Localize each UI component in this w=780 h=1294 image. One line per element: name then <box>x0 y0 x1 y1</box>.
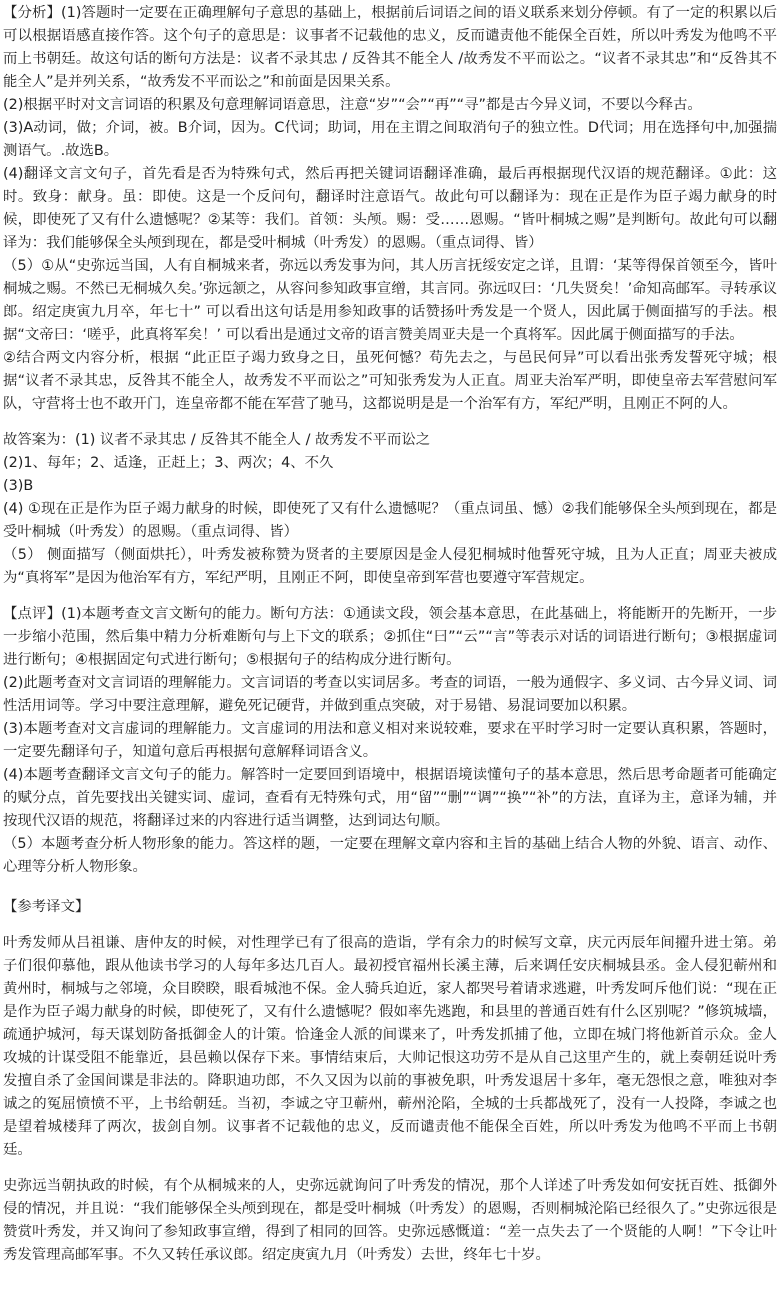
analysis-paragraph: 【分析】(1)答题时一定要在正确理解句子意思的基础上，根据前后词语之间的语义联系来划分停顿。有了一定的积累以后可以根据语感直接作答。这个句子的意思是：议事者不记载他的忠义，反而谴责他不能保全百姓，所以叶秀发为他鸣不平而上书朝廷。故这句话的断句方法是：议者不录其忠 / 反咎其不能全人 /故秀发不平而讼之。“议者不录其忠”和“反咎其不能全人”是并列关系，“故秀发不平而讼之”和前面是因果关系。 <box>3 5 777 90</box>
analysis-paragraph: (3)A动词，做；介词，被。B介词，因为。C代词；助词，用在主谓之间取消句子的独立性。D代词；用在选择句中,加强揣测语气。.故选B。 <box>3 120 777 159</box>
comment-paragraph: (3)本题考查对文言虚词的理解能力。文言虚词的用法和意义相对来说较难，要求在平时学习时一定要认真积累，答题时，一定要先翻译句子，知道句意后再根据句意解释词语含义。 <box>3 721 777 760</box>
answer-line: 故答案为：(1) 议者不录其忠 / 反咎其不能全人 / 故秀发不平而讼之 <box>3 432 431 448</box>
answer-line: （5） 侧面描写（侧面烘托），叶秀发被称赞为贤者的主要原因是金人侵犯桐城时他誓死守城，且为人正直；周亚夫被成为“真将军”是因为他治军有方，军纪严明，且刚正不阿，即使皇帝到军营也要遵守军营规定。 <box>3 547 777 586</box>
analysis-paragraph: （5）①从“史弥远当国，人有自桐城来者，弥远以秀发事为问，其人历言抚绥安定之详，且谓：‘某等得保首领至今，皆叶桐城之赐。不然已无桐城久矣。’弥远颔之，从容问参知政事宣缯，其言同。弥远叹曰：‘几失贤矣！’命知高邮军。寻转承议郎。绍定庚寅九月卒，年七十” 可以看出这句话是用参知政事的话赞扬叶秀发是一个贤人，因此属于侧面描写的手法。根据“文帝曰：‘嗟乎，此真将军矣！’ 可以看出是通过文帝的语言赞美周亚夫是一个真将军。因此属于侧面描写的手法。 <box>3 258 777 343</box>
comment-paragraph: (2)此题考查对文言词语的理解能力。文言词语的考查以实词居多。考查的词语，一般为通假字、多义词、古今异义词、词性活用词等。学习中要注意理解，避免死记硬背，并做到重点突破，对于易错、易混词要加以积累。 <box>3 675 777 714</box>
analysis-section <box>3 2 777 416</box>
comment-paragraph: (4)本题考查翻译文言文句子的能力。解答时一定要回到语境中，根据语境读懂句子的基本意思，然后思考命题者可能确定的赋分点，首先要找出关键实词、虚词，查看有无特殊句式，用“留”“删”“调”“换”“补”的方法，直译为主，意译为辅，并按现代汉语的规范，将翻译过来的内容进行适当调整，达到词达句顺。 <box>3 767 777 829</box>
translation-section <box>3 896 777 1267</box>
comment-section <box>3 603 777 879</box>
analysis-paragraph: (4)翻译文言文句子，首先看是否为特殊句式，然后再把关键词语翻译准确，最后再根据现代汉语的规范翻译。①此：这时。致身：献身。虽：即使。这是一个反问句，翻译时注意语气。故此句可以翻译为：现在正是作为臣子竭力献身的时候，即使死了又有什么遗憾呢？②某等：我们。首领：头颅。赐：受……恩赐。“皆叶桐城之赐”是判断句。故此句可以翻译为：我们能够保全头颅到现在，都是受叶桐城（叶秀发）的恩赐。（重点词得、皆） <box>3 166 777 251</box>
answer-line: (2)1、每年；2、适逢，正赶上；3、两次；4、不久 <box>3 455 334 471</box>
translation-paragraph: 史弥远当朝执政的时候，有个从桐城来的人，史弥远就询问了叶秀发的情况，那个人详述了叶秀发如何安抚百姓、抵御外侵的情况，并且说：“我们能够保全头颅到现在，都是受叶桐城（叶秀发）的恩赐，否则桐城沦陷已经很久了。”史弥远很是赞赏叶秀发，并又询问了参知政事宣缯，得到了相同的回答。史弥远感慨道：“差一点失去了一个贤能的人啊！”下令让叶秀发管理高邮军事。不久又转任承议郎。绍定庚寅九月（叶秀发）去世，终年七十岁。 <box>3 1178 777 1263</box>
comment-paragraph: 【点评】(1)本题考查文言文断句的能力。断句方法：①通读文段，领会基本意思，在此基础上，将能断开的先断开，一步一步缩小范围，然后集中精力分析难断句与上下文的联系；②抓住“曰”“云”“言”等表示对话的词语进行断句；③根据虚词进行断句；④根据固定句式进行断句；⑤根据句子的结构成分进行断句。 <box>3 606 777 668</box>
comment-paragraph: （5）本题考查分析人物形象的能力。答这样的题，一定要在理解文章内容和主旨的基础上结合人物的外貌、语言、动作、心理等分析人物形象。 <box>3 836 777 875</box>
analysis-paragraph: ②结合两文内容分析，根据 “此正臣子竭力致身之日，虽死何憾？苟先去之，与邑民何异”可以看出张秀发誓死守城；根据“议者不录其忠，反咎其不能全人，故秀发不平而讼之”可知张秀发为人正直。周亚夫治军严明，即使皇帝去军营慰问军队，守营将士也不敢开门，连皇帝都不能在军营了驰马，这都说明是是一个治军有方，军纪严明，且刚正不阿的人。 <box>3 350 777 412</box>
answer-line: (4) ①现在正是作为臣子竭力献身的时候，即使死了又有什么遗憾呢？（重点词虽、憾）②我们能够保全头颅到现在，都是受叶桐城（叶秀发）的恩赐。（重点词得、皆） <box>3 501 777 540</box>
translation-paragraph: 叶秀发师从吕祖谦、唐仲友的时候，对性理学已有了很高的造诣，学有余力的时候写文章，庆元丙辰年间擢升进士第。弟子们很仰慕他，跟从他读书学习的人每年多达几百人。最初授官福州长溪主薄，后来调任安庆桐城县丞。金人侵犯蕲州和黄州时，桐城与之邻境，众目睽睽，眼看城池不保。金人骑兵迫近，家人都哭号着请求逃避，叶秀发呵斥他们说：“现在正是作为臣子竭力献身的时候，即使死了，又有什么遗憾呢？假如率先逃跑，和县里的普通百姓有什么区别呢？”修筑城墙，疏通护城河，每天谋划防备抵御金人的计策。恰逢金人派的间谍来了，叶秀发抓捕了他，立即在城门将他新首示众。金人攻城的计谋受阻不能靠近，县邑赖以保存下来。事情结束后，大帅记恨这功劳不是从自己这里产生的，就上奏朝廷说叶秀发擅自杀了金国间谍是非法的。降职迪功郎，不久又因为以前的事被免职，叶秀发退居十多年，毫无怨恨之意，唯独对李诚之的冤屈愤愤不平，上书给朝廷。当初，李诚之守卫蕲州，蕲州沦陷，全城的士兵都战死了，没有一人投降，李诚之也是望着城楼拜了两次，拔剑自刎。议事者不记载他的忠义，反而谴责他不能保全百姓，所以叶秀发为他鸣不平而上书朝廷。 <box>3 935 777 1158</box>
answers-section <box>3 429 777 590</box>
answer-line: (3)B <box>3 478 34 494</box>
analysis-paragraph: (2)根据平时对文言词语的积累及句意理解词语意思，注意“岁”“会”“再”“寻”都是古今异义词，不要以今释古。 <box>3 97 702 113</box>
translation-heading: 【参考译文】 <box>3 899 90 915</box>
